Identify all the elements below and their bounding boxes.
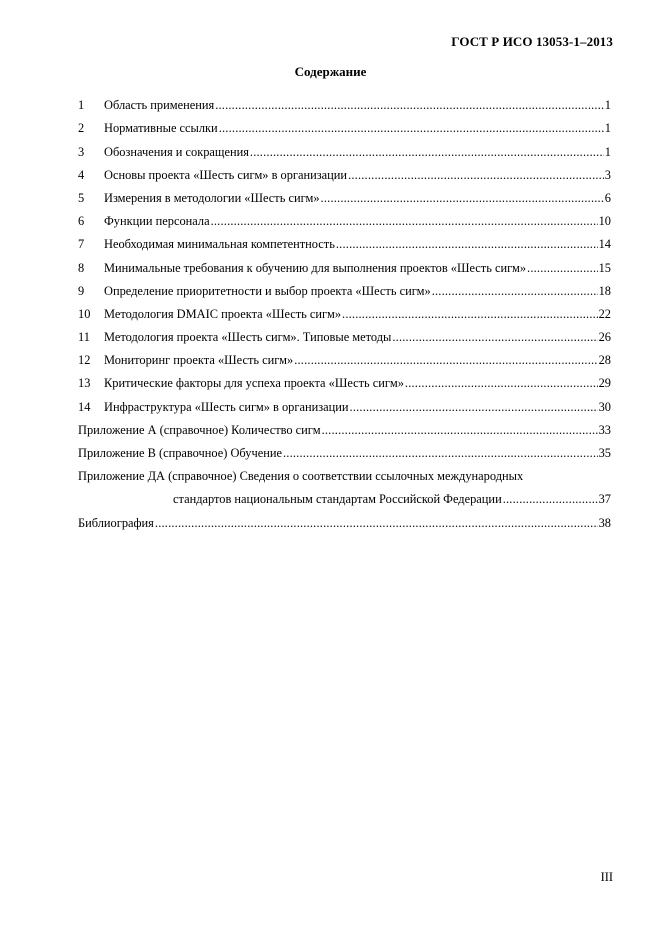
dot-leader — [342, 307, 598, 322]
toc-entry-text: Функции персонала — [104, 214, 210, 229]
dot-leader — [155, 516, 598, 531]
dot-leader — [348, 168, 604, 183]
toc-entry-4[interactable] — [78, 160, 611, 183]
toc-entry-7[interactable] — [78, 229, 611, 252]
toc-entry-1[interactable] — [78, 90, 611, 113]
toc-entry-10[interactable] — [78, 299, 611, 322]
toc-annex-a[interactable] — [78, 415, 611, 438]
toc-entry-9[interactable] — [78, 276, 611, 299]
toc-entry-page: 6 — [604, 190, 611, 205]
toc-entry-text: стандартов национальным стандартам Российской Федерации — [173, 492, 502, 507]
toc-entry-text: Основы проекта «Шесть сигм» в организации — [104, 167, 348, 182]
toc-entry-number: 14 — [78, 399, 91, 414]
toc-entry-text: Методология DMAIC проекта «Шесть сигм» — [104, 306, 342, 321]
toc-entry-page: 22 — [598, 306, 611, 321]
dot-leader — [211, 214, 598, 229]
toc-entry-page: 1 — [604, 144, 611, 159]
toc-entry-page: 37 — [598, 492, 611, 507]
toc-entry-page: 18 — [598, 283, 611, 298]
toc-entry-14[interactable] — [78, 391, 611, 414]
toc-entry-text: Обозначения и сокращения — [104, 144, 249, 159]
toc-entry-number: 7 — [78, 237, 85, 252]
toc-bibliography[interactable] — [78, 507, 611, 530]
toc-entry-page: 33 — [598, 422, 611, 437]
toc-entry-text: Приложение А (справочное) Количество сигм — [78, 422, 321, 437]
dot-leader — [321, 191, 604, 206]
toc-entry-page: 10 — [598, 214, 611, 229]
toc-entry-page: 29 — [598, 376, 611, 391]
dot-leader — [503, 492, 598, 507]
toc-entry-number: 11 — [78, 330, 90, 345]
toc-annex-b[interactable] — [78, 438, 611, 461]
dot-leader — [250, 145, 604, 160]
toc-annex-da-line2-row — [78, 484, 611, 507]
dot-leader — [322, 423, 598, 438]
toc-entry-text: Инфраструктура «Шесть сигм» в организации — [104, 399, 349, 414]
toc-entry-page: 3 — [604, 167, 611, 182]
toc-entry-page: 26 — [598, 330, 611, 345]
toc-entry-2[interactable] — [78, 113, 611, 136]
dot-leader — [527, 261, 598, 276]
toc-entry-page: 30 — [598, 399, 611, 414]
toc-entry-3[interactable] — [78, 136, 611, 159]
toc-entry-page: 35 — [598, 446, 611, 460]
toc-entry-text: Методология проекта «Шесть сигм». Типовые методы — [104, 330, 392, 345]
dot-leader — [294, 353, 597, 368]
toc-entry-number: 10 — [78, 306, 91, 321]
toc-entry-number: 3 — [78, 144, 85, 159]
toc-entry-text: Библиография — [78, 515, 154, 530]
toc-entry-number: 5 — [78, 190, 85, 205]
toc-entry-number: 2 — [78, 121, 85, 136]
toc-entry-text: Область применения — [104, 98, 215, 113]
toc-entry-number: 8 — [78, 260, 85, 275]
document-code-header: ГОСТ Р ИСО 13053-1–2013 — [451, 34, 613, 49]
dot-leader — [405, 376, 598, 391]
toc-annex-da-line1: Приложение ДА (справочное) Сведения о соответствии ссылочных международных — [78, 469, 524, 484]
dot-leader — [350, 400, 598, 415]
toc-entry-number: 13 — [78, 376, 91, 391]
toc-entry-text: Критические факторы для успеха проекта «Шесть сигм» — [104, 376, 404, 391]
dot-leader — [336, 237, 598, 252]
toc-entry-number: 1 — [78, 98, 85, 113]
toc-entry-6[interactable] — [78, 206, 611, 229]
toc-entry-number: 9 — [78, 283, 85, 298]
toc-entry-11[interactable] — [78, 322, 611, 345]
page-number: III — [600, 870, 613, 884]
toc-entry-13[interactable] — [78, 368, 611, 391]
toc-entry-text: Необходимая минимальная компетентность — [104, 237, 335, 252]
toc-entry-text: Приложение В (справочное) Обучение — [78, 446, 282, 460]
toc-entry-8[interactable] — [78, 252, 611, 275]
dot-leader — [219, 121, 604, 136]
toc-entry-text: Определение приоритетности и выбор проекта «Шесть сигм» — [104, 283, 431, 298]
toc-entry-page: 15 — [598, 260, 611, 275]
toc-entry-page: 28 — [598, 353, 611, 368]
dot-leader — [392, 330, 597, 345]
toc-entry-text: Минимальные требования к обучению для выполнения проектов «Шесть сигм» — [104, 260, 527, 275]
toc-entry-text: Нормативные ссылки — [104, 121, 218, 136]
toc-entry-text: Мониторинг проекта «Шесть сигм» — [104, 353, 294, 368]
toc-entry-5[interactable] — [78, 183, 611, 206]
dot-leader — [215, 98, 604, 113]
toc-title: Содержание — [294, 64, 367, 79]
toc-entry-12[interactable] — [78, 345, 611, 368]
toc-entry-number: 12 — [78, 353, 91, 368]
toc-entry-number: 6 — [78, 214, 85, 229]
toc-entry-page: 1 — [604, 98, 611, 113]
toc-entry-text: Измерения в методологии «Шесть сигм» — [104, 190, 320, 205]
toc-entry-page: 38 — [598, 515, 611, 530]
toc-entry-page: 1 — [604, 121, 611, 136]
toc-entry-page: 14 — [598, 237, 611, 252]
toc-entry-number: 4 — [78, 167, 85, 182]
table-of-contents — [78, 90, 611, 531]
dot-leader — [283, 446, 598, 461]
toc-annex-da[interactable] — [78, 461, 611, 507]
dot-leader — [432, 284, 598, 299]
